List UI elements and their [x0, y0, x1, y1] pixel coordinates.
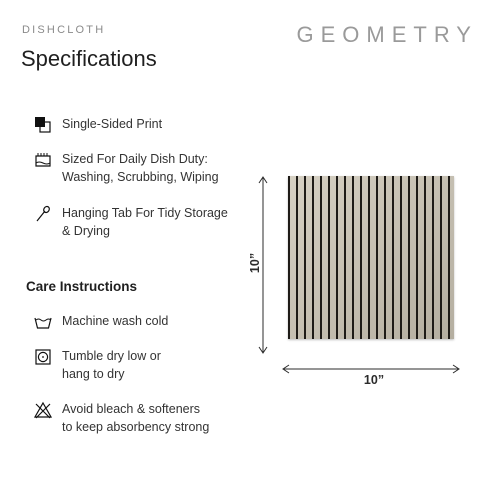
dishcloth-product-image: [288, 176, 454, 339]
eyebrow-label: DISHCLOTH: [22, 24, 106, 36]
care-text: Avoid bleach & softeners to keep absorbency strong: [62, 402, 210, 434]
care-item-no-bleach: [34, 400, 209, 436]
brand-logo: GEOMETRY: [296, 22, 478, 47]
care-item-machine-wash: [34, 312, 168, 331]
machine-wash-icon: [34, 313, 52, 331]
feature-daily-dish-duty: [34, 150, 219, 186]
dish-rack-icon: [34, 151, 52, 169]
tumble-dry-icon: [34, 348, 52, 366]
feature-single-sided-print: [34, 115, 162, 134]
care-item-tumble-dry: [34, 347, 161, 383]
care-text: Tumble dry low or hang to dry: [62, 349, 161, 381]
feature-text: Single-Sided Print: [62, 117, 163, 131]
feature-text: Hanging Tab For Tidy Storage & Drying: [62, 206, 228, 238]
hanging-tab-icon: [34, 205, 52, 223]
single-sided-print-icon: [34, 116, 52, 134]
height-dimension-label: 10”: [248, 252, 262, 274]
feature-text: Sized For Daily Dish Duty: Washing, Scrubbing, Wiping: [62, 152, 219, 184]
feature-hanging-tab: [34, 204, 228, 240]
no-bleach-icon: [34, 401, 52, 419]
width-dimension-label: 10”: [363, 373, 385, 387]
care-instructions-title: Care Instructions: [26, 279, 138, 294]
page-title: Specifications: [21, 46, 157, 71]
care-text: Machine wash cold: [62, 314, 169, 328]
